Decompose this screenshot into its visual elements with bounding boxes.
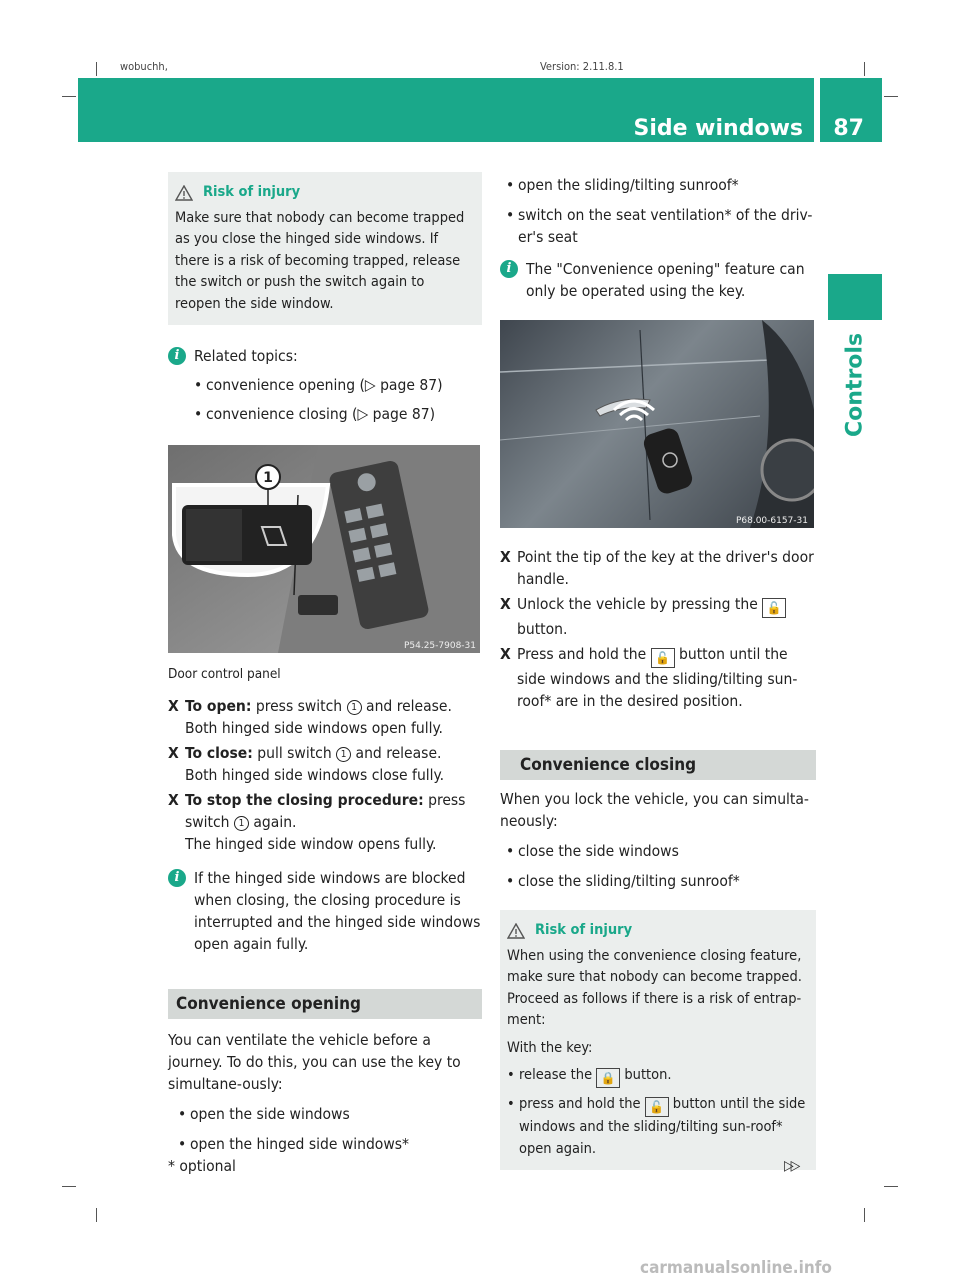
crop-mark	[62, 1186, 76, 1187]
step-marker-icon: X	[500, 595, 511, 613]
info-icon: i	[168, 869, 186, 887]
warning-box	[500, 910, 816, 1170]
warning-header	[175, 182, 474, 204]
list-item: • convenience opening (▷ page 87)	[194, 376, 443, 394]
crop-mark	[864, 62, 865, 76]
top-mark-right: Version: 2.11.8.1	[540, 60, 624, 73]
step-marker-icon: X	[168, 744, 179, 762]
page-number: 87	[833, 116, 864, 141]
step-marker-icon: X	[500, 645, 511, 663]
list-item: • open the sliding/tilting sunroof*	[506, 176, 739, 194]
switch-1-icon: 1	[347, 700, 362, 715]
list-item: • close the side windows	[506, 842, 679, 860]
info-text: The "Convenience opening" feature can only be operated using the key.	[526, 260, 805, 300]
side-tab-block	[828, 274, 882, 320]
warning-triangle-icon	[507, 923, 525, 939]
instruction-step: X Point the tip of the key at the driver's door handle.	[500, 548, 814, 588]
column-left	[168, 172, 482, 1155]
column-right	[500, 174, 816, 1170]
link-convenience-closing[interactable]: convenience closing (▷ page 87)	[206, 405, 436, 423]
warning-title: Risk of injury	[203, 184, 301, 200]
door-panel-illustration	[168, 445, 480, 653]
step-bold: To close:	[185, 744, 253, 762]
warning-triangle-icon	[175, 185, 193, 201]
info-lead: Related topics:	[194, 347, 298, 365]
warning-with-key: With the key:	[507, 1039, 593, 1056]
crop-mark	[864, 1208, 865, 1222]
step-marker-icon: X	[168, 697, 179, 715]
instruction-step: X To open: press switch 1 and release. Both hinged side windows open fully.	[168, 697, 452, 737]
info-note	[500, 258, 816, 302]
list-item: • switch on the seat ventilation* of the driv-er's seat	[506, 206, 813, 246]
crop-mark	[96, 62, 97, 76]
lock-icon: 🔒	[596, 1068, 620, 1088]
instruction-step: X Press and hold the 🔓 button until the side windows and the sliding/tilting sun-roof* are in the desired position.	[500, 645, 798, 710]
section-heading-convenience-opening: Convenience opening	[168, 989, 482, 1019]
footer-note: * optional	[168, 1157, 236, 1175]
warning-box	[168, 172, 482, 325]
info-text: If the hinged side windows are blocked when closing, the closing procedure is interrupted and the hinged side windows open again fully.	[194, 869, 481, 953]
header-divider	[814, 78, 820, 142]
top-mark-left: wobuchh,	[120, 60, 168, 73]
link-convenience-opening[interactable]: convenience opening (▷ page 87)	[206, 376, 443, 394]
unlock-icon: 🔓	[651, 648, 675, 668]
switch-1-icon: 1	[234, 816, 249, 831]
step-marker-icon: X	[168, 791, 179, 809]
step-bold: To stop the closing procedure:	[185, 791, 424, 809]
list-item: • press and hold the 🔓 button until the side windows and the sliding/tilting sun-roof* open again.	[507, 1096, 806, 1157]
instruction-step: X To close: pull switch 1 and release. Both hinged side windows close fully.	[168, 744, 445, 784]
watermark: carmanualsonline.info	[640, 1258, 832, 1278]
page-header	[78, 78, 882, 142]
list-item: • close the sliding/tilting sunroof*	[506, 872, 740, 890]
instruction-step: X Unlock the vehicle by pressing the 🔓 button.	[500, 593, 816, 640]
figure-caption: Door control panel	[168, 666, 281, 682]
warning-text: When using the convenience closing feature, make sure that nobody can become trapped. Proceed as follows if there is a risk of entrap-ment:	[507, 947, 802, 1028]
key-at-door-figure	[500, 320, 814, 528]
figure-callout-1: 1	[263, 470, 273, 486]
figure-label: P54.25-7908-31	[403, 641, 476, 651]
crop-mark	[884, 96, 898, 97]
info-note	[168, 867, 482, 955]
crop-mark	[96, 1208, 97, 1222]
info-icon: i	[500, 260, 518, 278]
unlock-icon: 🔓	[645, 1097, 669, 1117]
warning-header	[507, 920, 808, 942]
info-note	[168, 345, 482, 425]
list-item: • open the hinged side windows*	[178, 1135, 409, 1153]
step-bold: To open:	[185, 697, 252, 715]
warning-title: Risk of injury	[535, 922, 633, 938]
unlock-icon: 🔓	[762, 598, 786, 618]
section-intro: You can ventilate the vehicle before a journey. To do this, you can use the key to simultane-ously:	[168, 1031, 461, 1093]
figure-label: P68.00-6157-31	[735, 516, 808, 526]
warning-text: Make sure that nobody can become trapped as you close the hinged side windows. If there is a risk of becoming trapped, release the switch or push the switch again to reopen the side window.	[175, 209, 465, 312]
next-page-icon: ▷▷	[784, 1158, 798, 1174]
section-heading-convenience-closing: Convenience closing	[500, 750, 816, 780]
list-item: • convenience closing (▷ page 87)	[194, 405, 436, 423]
page-title: Side windows	[633, 116, 803, 141]
info-icon: i	[168, 347, 186, 365]
list-item: • release the 🔒 button.	[507, 1065, 808, 1088]
section-intro: When you lock the vehicle, you can simulta-neously:	[500, 790, 809, 830]
switch-1-icon: 1	[336, 747, 351, 762]
list-item: • open the side windows	[178, 1105, 350, 1123]
step-marker-icon: X	[500, 548, 511, 566]
door-key-illustration	[500, 320, 814, 528]
crop-mark	[62, 96, 76, 97]
crop-mark	[884, 1186, 898, 1187]
door-control-panel-figure	[168, 445, 480, 653]
instruction-step: X To stop the closing procedure: press switch 1 again. The hinged side window opens fully.	[168, 791, 466, 853]
side-tab-label: Controls	[842, 332, 868, 438]
